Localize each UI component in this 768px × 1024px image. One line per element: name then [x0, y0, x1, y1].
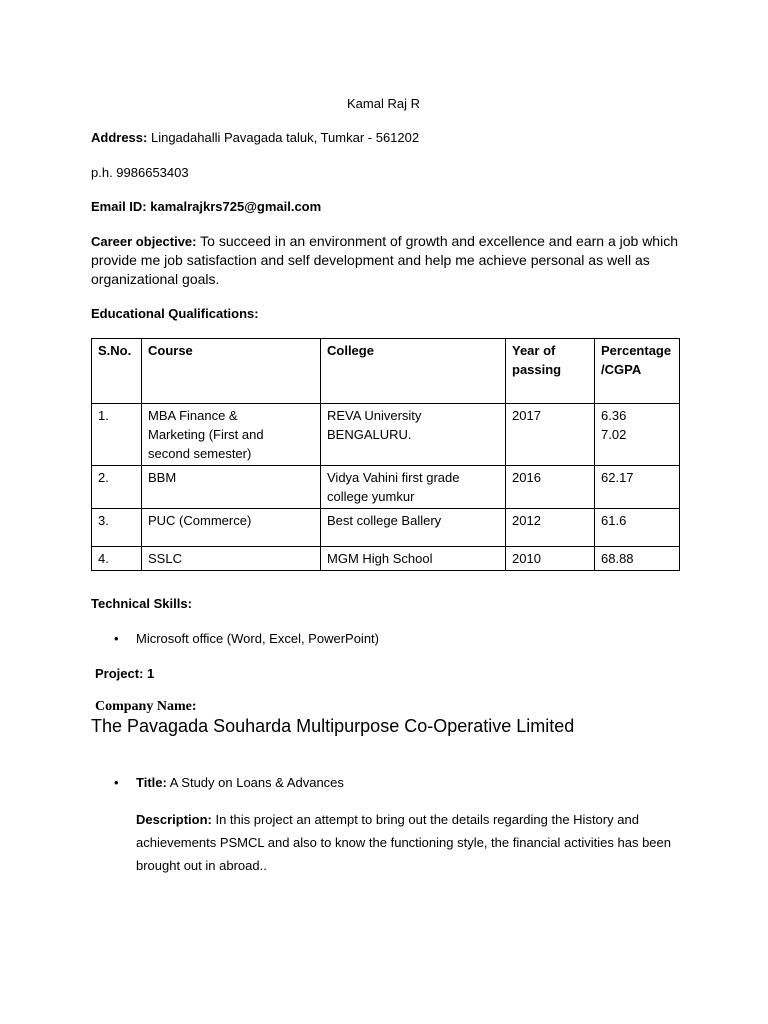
column-header: Course: [142, 339, 321, 404]
table-cell: 2.: [92, 466, 142, 509]
table-cell: 2016: [506, 466, 595, 509]
bullet-icon: •: [114, 775, 119, 790]
bullet-icon: •: [114, 631, 119, 646]
candidate-name: Kamal Raj R: [347, 96, 420, 111]
table-cell: MGM High School: [321, 547, 506, 571]
table-cell: 62.17: [595, 466, 680, 509]
skill-item: Microsoft office (Word, Excel, PowerPoint): [136, 631, 379, 646]
address-line: [91, 130, 419, 146]
table-cell: 1.: [92, 404, 142, 466]
table-cell: 2017: [506, 404, 595, 466]
table-cell: 2012: [506, 509, 595, 547]
phone-line: p.h. 9986653403: [91, 165, 189, 180]
table-cell: PUC (Commerce): [142, 509, 321, 547]
table-cell: 4.: [92, 547, 142, 571]
table-row: [92, 466, 680, 509]
table-cell: 3.: [92, 509, 142, 547]
column-header: Percentage /CGPA: [595, 339, 680, 404]
table-cell: REVA University BENGALURU.: [321, 404, 506, 466]
column-header: College: [321, 339, 506, 404]
description-label: Description:: [136, 812, 212, 827]
table-cell: MBA Finance & Marketing (First and second semester): [142, 404, 321, 466]
title-label: Title:: [136, 775, 167, 790]
education-heading: Educational Qualifications:: [91, 306, 259, 321]
table-row: [92, 404, 680, 466]
title-value: A Study on Loans & Advances: [166, 775, 344, 790]
address-label: Address:: [91, 130, 148, 145]
table-row: [92, 509, 680, 547]
career-text: To succeed in an environment of growth and excellence and earn a job which provide me job satisfaction and self development and help me achieve personal as well as organizational goals.: [91, 233, 678, 287]
table-header-row: [92, 339, 680, 404]
address-value: Lingadahalli Pavagada taluk, Tumkar - 561202: [147, 130, 420, 145]
company-name: The Pavagada Souharda Multipurpose Co-Operative Limited: [91, 716, 575, 736]
table-cell: 61.6: [595, 509, 680, 547]
company-label: Company Name:: [95, 699, 197, 714]
career-label: Career objective:: [91, 234, 197, 249]
education-table: [91, 338, 680, 571]
career-objective: [91, 232, 691, 289]
table-row: [92, 547, 680, 571]
table-cell: 2010: [506, 547, 595, 571]
description-text: In this project an attempt to bring out the details regarding the History and achievements PSMCL and also to know the functioning style, the financial activities has been brought out in abroad..: [136, 812, 671, 873]
table-cell: 68.88: [595, 547, 680, 571]
email-line: Email ID: kamalrajkrs725@gmail.com: [91, 199, 322, 214]
project-title: [136, 775, 344, 791]
project-description: [136, 808, 692, 877]
column-header: S.No.: [92, 339, 142, 404]
table-cell: BBM: [142, 466, 321, 509]
table-cell: Vidya Vahini first grade college yumkur: [321, 466, 506, 509]
column-header: Year of passing: [506, 339, 595, 404]
skills-heading: Technical Skills:: [91, 596, 192, 611]
table-cell: SSLC: [142, 547, 321, 571]
table-cell: 6.36 7.02: [595, 404, 680, 466]
table-cell: Best college Ballery: [321, 509, 506, 547]
project-heading: Project: 1: [95, 666, 155, 681]
